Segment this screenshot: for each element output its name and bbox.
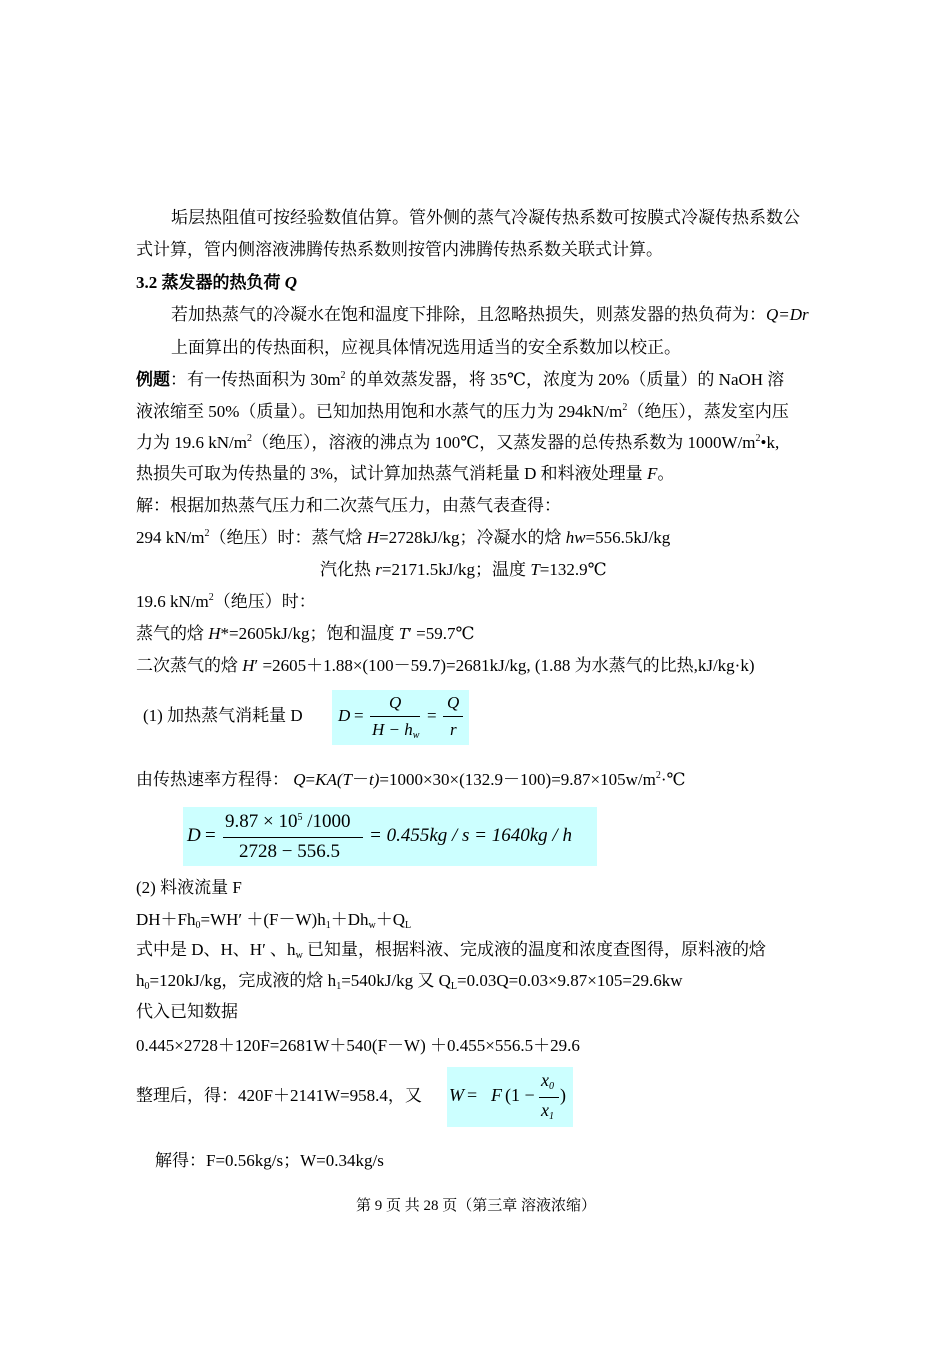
rate-equation-line: 由传热速率方程得： $Q=KA(T-t)=1000\times 30\times(132.9-100)=9.87\times 105w/m^2\cdot℃$ [136, 770, 686, 789]
paragraph-line: 式计算，管内侧溶液沸腾传热系数则按管内沸腾传热系数关联式计算。 [136, 240, 663, 259]
answer-line: 解得：F=0.56kg/s；W=0.34kg/s [155, 1151, 384, 1170]
data-line: 蒸气的焓 H*=2605kJ/kg；饱和温度 T′ =59.7℃ [136, 624, 475, 643]
formula-steam-consumption: D = Q $H - h_w$ = Q r [332, 690, 469, 745]
paragraph-line: 上面算出的传热面积，应视具体情况选用适当的安全系数加以校正。 [171, 338, 681, 357]
data-line: 19.6 $kN/m^2$（绝压）时： [136, 592, 316, 611]
formula-evaporation-rate: W = F (1 − $x_0$ $x_1$ ) [447, 1067, 573, 1127]
solution-line: 解：根据加热蒸气压力和二次蒸气压力，由蒸气表查得： [136, 496, 561, 515]
data-line: 二次蒸气的焓 H′ =2605＋1.88×(100－59.7)=2681kJ/kg, (1.88 为水蒸气的比热,kJ/kg·k) [136, 656, 755, 675]
formula-steam-result: D = $9.87 \times 10^5$ /1000 2728 − 556.5 = 0.455kg / s = 1640kg / h [183, 807, 597, 866]
step-label: (1) 加热蒸气消耗量 D [143, 706, 303, 725]
balance-equation: $DH+Fh_0=WH' +(F-W)h_1+Dh_w+Q_L$ [136, 910, 412, 931]
example-line: 液浓缩至 50%（质量）。已知加热用饱和水蒸气的压力为 $294kN/m^2$（绝压），蒸发室内压 [136, 402, 789, 421]
page-footer: 第 9 页 共 28 页（第三章 溶液浓缩） [355, 1198, 596, 1214]
step-label: (2) 料液流量 F [136, 878, 242, 897]
data-line: 汽化热 r=2171.5kJ/kg；温度 T=132.9℃ [320, 560, 607, 579]
substituted-equation: 0.445×2728＋120F=2681W＋540(F－W) ＋0.455×556.5＋29.6 [136, 1036, 580, 1055]
paragraph-line: 垢层热阻值可按经验数值估算。管外侧的蒸气冷凝传热系数可按膜式冷凝传热系数公 [171, 208, 800, 227]
example-line: 热损失可取为传热量的 3%，试计算加热蒸气消耗量 D 和料液处理量 F。 [136, 464, 675, 483]
paragraph-line: $h_0=120kJ/kg$，完成液的焓 $h_1=540kJ/kg$ 又 $Q_L=0.03Q=0.03\times 9.87\times 105=29.6kw$ [136, 971, 683, 992]
section-heading: 3.2 蒸发器的热负荷 Q [136, 273, 298, 292]
example-line: 例题：有一传热面积为 $30m^2$ 的单效蒸发器，将 35℃，浓度为 20%（质量）的 NaOH 溶 [136, 370, 785, 389]
data-line: 294 $kN/m^2$（绝压）时：蒸气焓 H=2728kJ/kg；冷凝水的焓 hw=556.5kJ/kg [136, 528, 671, 547]
example-line: 力为 19.6 $kN/m^2$（绝压），溶液的沸点为 100℃，又蒸发器的总传热系数为 $1000W/m^2•k$, [136, 433, 780, 452]
example-label: 例题 [136, 370, 170, 389]
paragraph-line: 整理后，得：420F＋2141W=958.4，又 [136, 1086, 422, 1105]
paragraph-line: 代入已知数据 [136, 1002, 238, 1021]
paragraph-line: 若加热蒸气的冷凝水在饱和温度下排除，且忽略热损失，则蒸发器的热负荷为：Q=Dr [171, 305, 809, 324]
paragraph-line: 式中是 D、H、H′ 、$h_w$ 已知量，根据料液、完成液的温度和浓度查图得，原料液的焓 [136, 940, 767, 961]
